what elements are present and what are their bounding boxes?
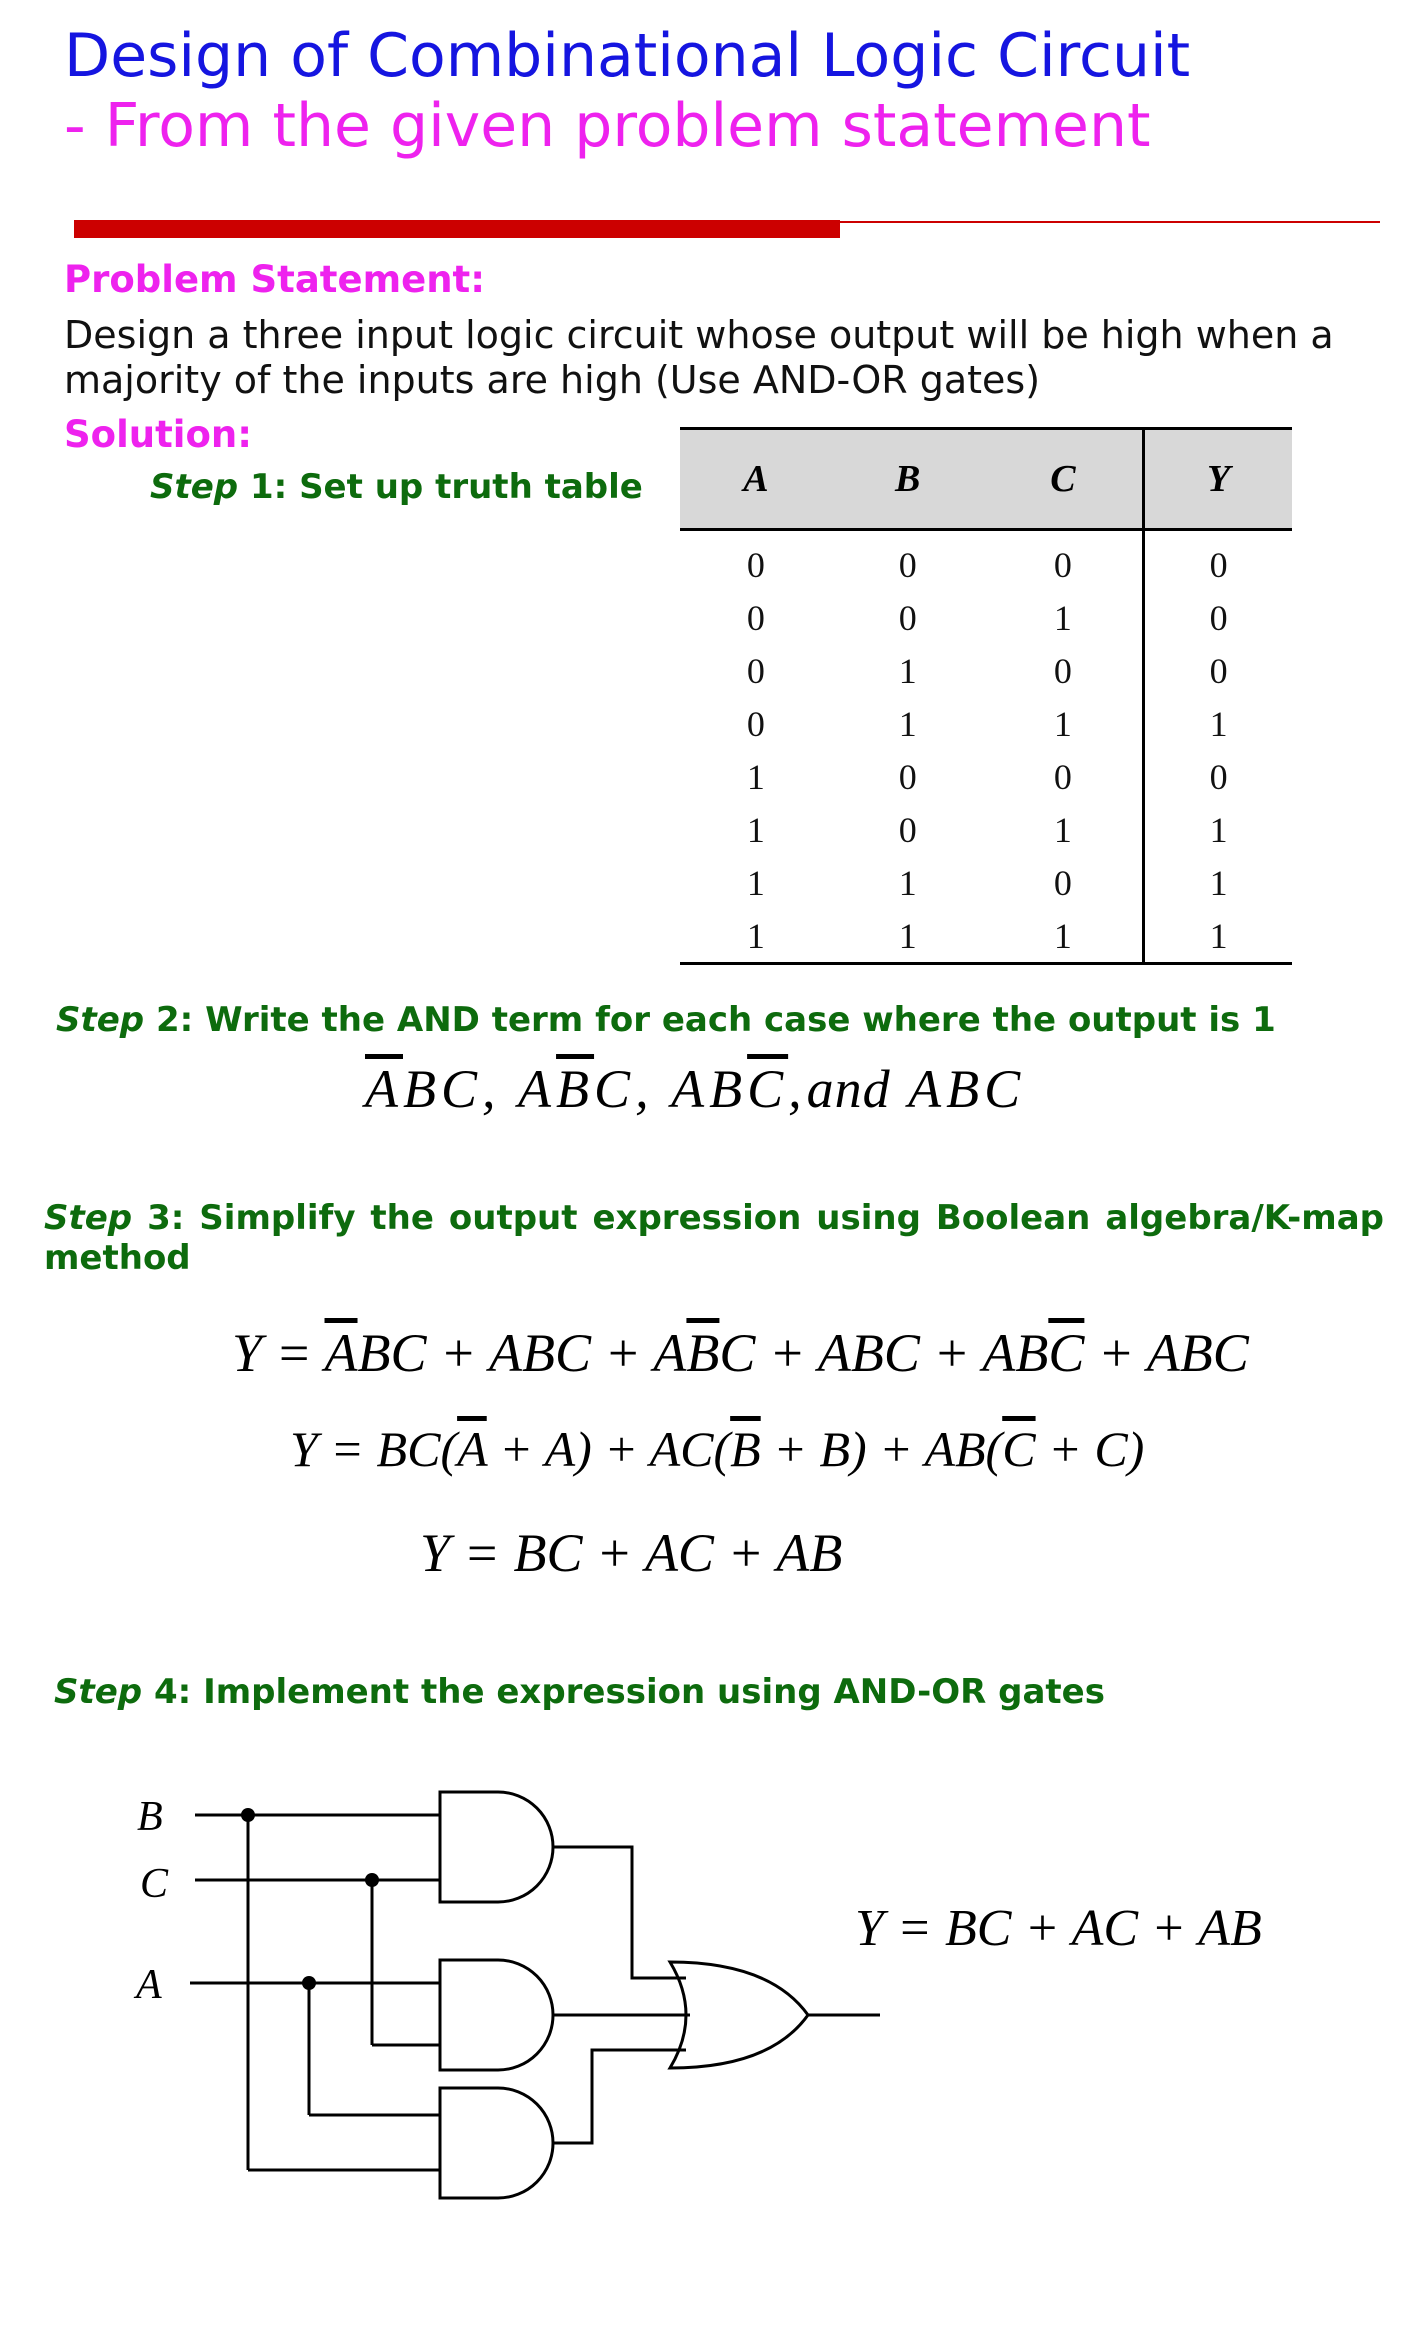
truth-table bbox=[680, 427, 1292, 965]
cell-b: 0 bbox=[898, 809, 917, 850]
cell-y: 1 bbox=[1144, 856, 1292, 909]
solution-heading: Solution: bbox=[64, 413, 253, 456]
wire-gate3-to-or bbox=[553, 2050, 686, 2143]
page-title: Design of Combinational Logic Circuit bbox=[64, 21, 1191, 91]
step-1-label: Step 1: Set up truth table bbox=[150, 467, 643, 507]
and-terms: $\overline{A}BC$, $A\overline{B}C$, $AB\overline{C},and$ ABC bbox=[365, 1059, 1026, 1119]
header-b: B bbox=[832, 429, 984, 530]
junction-b bbox=[241, 1808, 255, 1822]
cell-a: 1 bbox=[680, 909, 832, 964]
truth-table-row bbox=[680, 697, 1292, 750]
cell-c: 0 bbox=[1053, 650, 1072, 691]
cell-a: 1 bbox=[746, 756, 765, 797]
problem-heading: Problem Statement: bbox=[64, 258, 486, 301]
cell-b: 1 bbox=[898, 650, 917, 691]
equation-2: $Y = BC(\overline{A} + A) + AC(\overline{B} + B) + AB(\overline{C} + C)$ bbox=[290, 1421, 1145, 1477]
header-y: Y bbox=[1144, 429, 1292, 530]
cell-a: 0 bbox=[746, 650, 765, 691]
truth-table-row bbox=[680, 856, 1292, 909]
cell-y: 1 bbox=[1144, 909, 1292, 964]
cell-y: 1 bbox=[1144, 803, 1292, 856]
cell-a: 1 bbox=[746, 809, 765, 850]
step-4-label: Step 4: Implement the expression using AND-OR gates bbox=[54, 1672, 1105, 1712]
input-label-c: C bbox=[140, 1861, 169, 1907]
truth-table-row bbox=[680, 909, 1292, 964]
input-label-a: A bbox=[136, 1962, 162, 2008]
junction-a bbox=[302, 1976, 316, 1990]
truth-table-row bbox=[680, 530, 1292, 592]
truth-table-row bbox=[680, 750, 1292, 803]
truth-table-row bbox=[680, 803, 1292, 856]
header-c: C bbox=[984, 429, 1144, 530]
page-subtitle: - From the given problem statement bbox=[64, 91, 1151, 161]
input-label-b: B bbox=[137, 1794, 163, 1840]
cell-b: 0 bbox=[898, 756, 917, 797]
cell-b: 0 bbox=[898, 544, 917, 585]
or-gate bbox=[670, 1962, 808, 2068]
cell-y: 0 bbox=[1144, 750, 1292, 803]
junction-c bbox=[365, 1873, 379, 1887]
cell-y: 0 bbox=[1144, 530, 1292, 592]
truth-table-row bbox=[680, 591, 1292, 644]
equation-3: Y = BC + AC + AB bbox=[420, 1523, 843, 1583]
cell-y: 0 bbox=[1144, 644, 1292, 697]
cell-y: 1 bbox=[1144, 697, 1292, 750]
and-or-circuit bbox=[0, 1760, 1424, 2260]
truth-table-header bbox=[680, 429, 1292, 530]
cell-c: 1 bbox=[1053, 597, 1072, 638]
and-gate-1 bbox=[440, 1792, 553, 1902]
and-gate-2 bbox=[440, 1960, 553, 2070]
output-expression: Y = BC + AC + AB bbox=[855, 1900, 1262, 1957]
cell-y: 0 bbox=[1144, 591, 1292, 644]
cell-b: 1 bbox=[832, 909, 984, 964]
cell-c: 0 bbox=[1053, 756, 1072, 797]
cell-c: 1 bbox=[984, 909, 1144, 964]
cell-b: 0 bbox=[898, 597, 917, 638]
cell-a: 0 bbox=[746, 544, 765, 585]
cell-b: 1 bbox=[898, 703, 917, 744]
problem-text: Design a three input logic circuit whose output will be high when a majority of the inputs are high (Use AND-OR gates) bbox=[64, 313, 1334, 402]
cell-b: 1 bbox=[898, 862, 917, 903]
title-divider-thick bbox=[74, 220, 840, 238]
cell-c: 1 bbox=[1053, 703, 1072, 744]
cell-c: 0 bbox=[1053, 544, 1072, 585]
cell-c: 0 bbox=[1053, 862, 1072, 903]
and-gate-3 bbox=[440, 2088, 553, 2198]
equation-1: $Y = \overline{A}BC$ + ABC + $A\overline{B}C$ + ABC + $AB\overline{C}$ + ABC bbox=[232, 1323, 1249, 1383]
cell-a: 0 bbox=[746, 597, 765, 638]
cell-c: 1 bbox=[1053, 809, 1072, 850]
title-divider-thin bbox=[840, 221, 1380, 223]
cell-a: 0 bbox=[746, 703, 765, 744]
cell-a: 1 bbox=[746, 862, 765, 903]
step-3-label: Step 3: Simplify the output expression using Boolean algebra/K-map method bbox=[44, 1198, 1384, 1278]
truth-table-row bbox=[680, 644, 1292, 697]
header-a: A bbox=[680, 429, 832, 530]
wire-gate1-to-or bbox=[553, 1847, 686, 1978]
step-2-label: Step 2: Write the AND term for each case where the output is 1 bbox=[56, 1000, 1276, 1040]
